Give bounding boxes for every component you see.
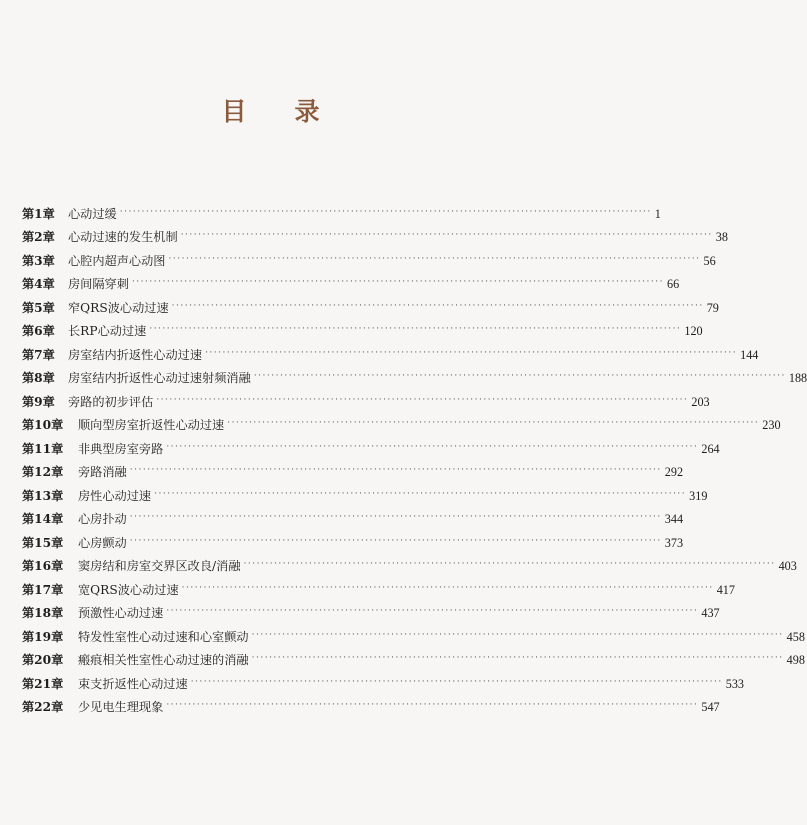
toc-entry[interactable]	[22, 504, 684, 528]
page-title-char-2: 录	[294, 97, 322, 126]
toc-entry[interactable]	[22, 480, 708, 504]
chapter-title: 房性心动过速	[78, 488, 152, 503]
toc-entry[interactable]	[22, 292, 719, 316]
page-number: 144	[740, 347, 759, 362]
page-number: 264	[701, 441, 720, 456]
dot-leader: ··························································································································	[180, 230, 713, 240]
chapter-title: 窄QRS波心动过速	[68, 300, 169, 315]
toc-entry[interactable]	[22, 363, 807, 387]
page-number: 230	[762, 418, 781, 432]
page-number: 203	[691, 394, 710, 409]
chapter-number: 第9章	[22, 394, 55, 409]
page-number: 344	[664, 512, 684, 526]
page-number: 319	[689, 488, 708, 503]
toc-entry[interactable]	[22, 527, 684, 551]
dot-leader: ··························································································································	[149, 324, 682, 334]
chapter-title: 束支折返性心动过速	[78, 676, 188, 691]
chapter-number: 第7章	[22, 347, 55, 362]
chapter-number: 第6章	[22, 324, 55, 338]
toc-entry[interactable]	[22, 386, 710, 410]
chapter-title: 长RP心动过速	[68, 324, 147, 338]
dot-leader: ··························································································································	[181, 582, 714, 593]
chapter-title: 窦房结和房室交界区改良/消融	[78, 559, 241, 573]
dot-leader: ··························································································································	[129, 465, 662, 475]
chapter-title: 预激性心动过速	[78, 606, 164, 620]
toc-entry[interactable]	[22, 316, 703, 340]
page-title-char-1: 目	[221, 97, 249, 126]
dot-leader: ··························································································································	[131, 277, 664, 287]
toc-entry[interactable]	[22, 269, 680, 293]
chapter-number: 第16章	[22, 559, 64, 573]
chapter-title: 房室结内折返性心动过速	[68, 347, 203, 362]
chapter-title: 心动过速的发生机制	[68, 230, 178, 244]
toc-entry[interactable]	[22, 339, 759, 363]
dot-leader: ··························································································································	[227, 418, 760, 428]
chapter-number: 第19章	[22, 629, 64, 644]
page-number: 547	[701, 700, 720, 714]
dot-leader: ··························································································································	[205, 347, 738, 358]
chapter-title: 心房颤动	[78, 535, 127, 550]
chapter-number: 第12章	[22, 465, 64, 479]
chapter-number: 第21章	[22, 676, 64, 691]
page-number: 1	[654, 206, 661, 221]
toc-entry[interactable]	[22, 574, 735, 598]
toc-entry[interactable]	[22, 598, 720, 622]
chapter-number: 第5章	[22, 300, 55, 315]
page-number: 292	[664, 465, 684, 479]
chapter-number: 第18章	[22, 606, 64, 620]
chapter-number: 第20章	[22, 653, 64, 667]
chapter-number: 第17章	[22, 582, 64, 597]
chapter-title: 旁路的初步评估	[68, 394, 154, 409]
dot-leader: ··························································································································	[251, 629, 784, 640]
chapter-title: 顺向型房室折返性心动过速	[78, 418, 225, 432]
dot-leader: ··························································································································	[243, 559, 776, 569]
dot-leader: ··························································································································	[166, 606, 699, 616]
page-number: 533	[725, 676, 744, 691]
page-number: 66	[666, 277, 680, 291]
chapter-number: 第10章	[22, 418, 64, 432]
dot-leader: ··························································································································	[129, 512, 662, 522]
page-number: 417	[716, 582, 735, 597]
dot-leader: ··························································································································	[156, 394, 689, 405]
table-of-contents	[22, 198, 807, 715]
chapter-title: 旁路消融	[78, 465, 127, 479]
page-number: 79	[706, 300, 719, 315]
chapter-title: 少见电生理现象	[78, 700, 164, 714]
page-number: 498	[786, 653, 805, 667]
chapter-number: 第3章	[22, 253, 55, 268]
toc-entry[interactable]	[22, 198, 661, 222]
chapter-number: 第14章	[22, 512, 64, 526]
chapter-title: 特发性室性心动过速和心室颤动	[78, 629, 249, 644]
page-number: 437	[701, 606, 720, 620]
toc-entry[interactable]	[22, 551, 797, 575]
chapter-number: 第4章	[22, 277, 55, 291]
dot-leader: ··························································································································	[166, 441, 699, 452]
chapter-title: 房室结内折返性心动过速射频消融	[68, 371, 251, 385]
dot-leader: ··························································································································	[166, 700, 699, 710]
toc-entry[interactable]	[22, 621, 805, 645]
dot-leader: ··························································································································	[154, 488, 687, 499]
dot-leader: ··························································································································	[168, 253, 701, 264]
toc-entry[interactable]	[22, 692, 720, 716]
chapter-number: 第11章	[22, 441, 64, 456]
toc-entry[interactable]	[22, 668, 744, 692]
chapter-number: 第1章	[22, 206, 55, 221]
page-number: 458	[786, 629, 805, 644]
toc-entry[interactable]	[22, 433, 720, 457]
chapter-number: 第2章	[22, 230, 55, 244]
dot-leader: ··························································································································	[119, 206, 652, 217]
dot-leader: ··························································································································	[190, 676, 723, 687]
chapter-title: 宽QRS波心动过速	[78, 582, 179, 597]
toc-entry[interactable]	[22, 245, 716, 269]
toc-entry[interactable]	[22, 645, 805, 669]
chapter-number: 第13章	[22, 488, 64, 503]
toc-entry[interactable]	[22, 222, 728, 246]
page-title	[0, 92, 543, 128]
toc-entry[interactable]	[22, 457, 684, 481]
chapter-title: 心房扑动	[78, 512, 127, 526]
dot-leader: ··························································································································	[253, 371, 786, 381]
page-number: 373	[664, 535, 684, 550]
chapter-number: 第22章	[22, 700, 64, 714]
dot-leader: ··························································································································	[171, 300, 704, 311]
dot-leader: ··························································································································	[251, 653, 784, 663]
chapter-title: 心动过缓	[68, 206, 117, 221]
dot-leader: ··························································································································	[129, 535, 662, 546]
page-number: 188	[788, 371, 807, 385]
page-number: 38	[715, 230, 728, 244]
chapter-title: 房间隔穿刺	[68, 277, 129, 291]
page-number: 120	[684, 324, 703, 338]
chapter-title: 瘢痕相关性室性心动过速的消融	[78, 653, 249, 667]
page-number: 56	[703, 253, 716, 268]
chapter-number: 第8章	[22, 371, 55, 385]
chapter-title: 心腔内超声心动图	[68, 253, 166, 268]
toc-entry[interactable]	[22, 410, 781, 434]
chapter-title: 非典型房室旁路	[78, 441, 164, 456]
page-number: 403	[778, 559, 797, 573]
chapter-number: 第15章	[22, 535, 64, 550]
